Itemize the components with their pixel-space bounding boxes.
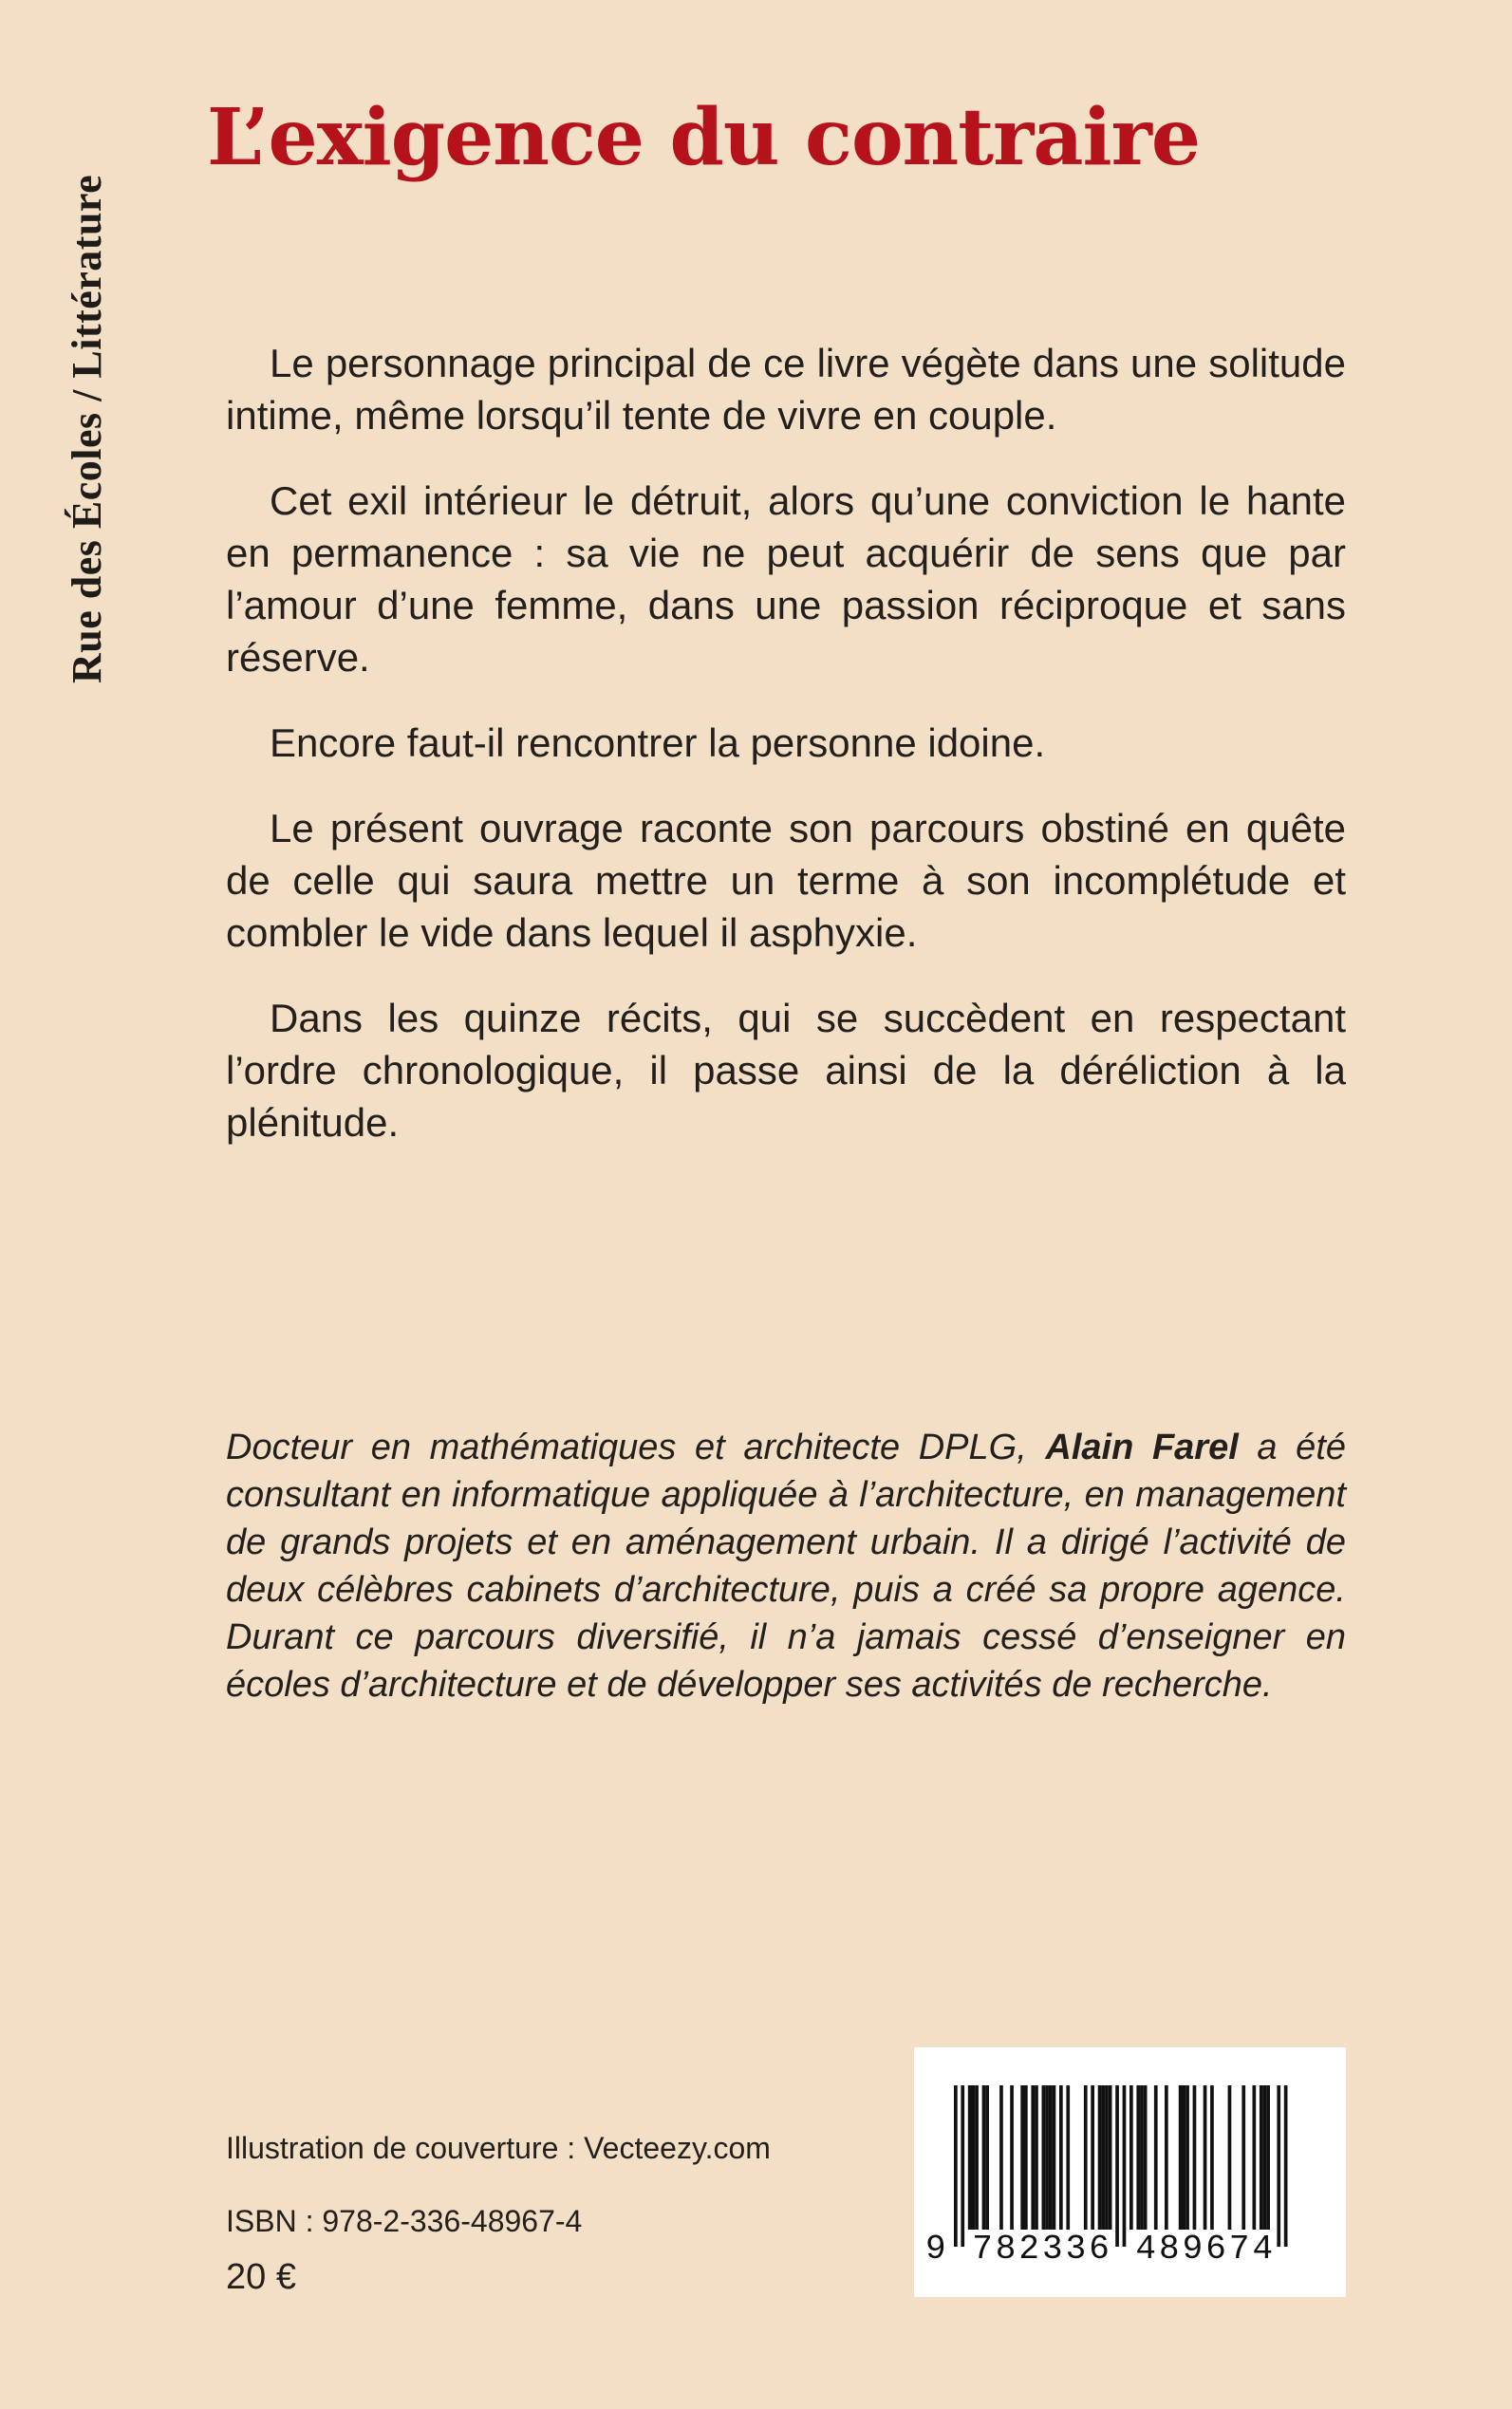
barcode-bar <box>1053 2085 1056 2230</box>
bio-intro: Docteur en mathématiques et architecte DPLG, <box>226 1428 1046 1467</box>
bio-rest: a été consultant en informatique appliquée à l’architecture, en management de grands projets et en aménagement urbain. Il a dirigé l’activité de deux célèbres cabinets d’architecture, puis a créé sa propre agence. Durant ce parcours diversifié, il n’a jamais cessé d’enseigner en écoles d’architecture et de développer ses activités de recherche. <box>226 1428 1347 1705</box>
isbn: ISBN : 978-2-336-48967-4 <box>226 2204 583 2238</box>
barcode-bar <box>1154 2085 1158 2230</box>
barcode-bar <box>1049 2085 1053 2230</box>
barcode-bar <box>1115 2085 1119 2247</box>
barcode-bar <box>1144 2085 1148 2230</box>
barcode-bar <box>1266 2085 1270 2230</box>
barcode-bar <box>1165 2085 1168 2230</box>
barcode-bar <box>1091 2085 1094 2230</box>
barcode-bar <box>1045 2085 1049 2230</box>
barcode-bar <box>1084 2085 1088 2230</box>
barcode-bar <box>1193 2085 1197 2230</box>
series-spine-label: Rue des Écoles / Littérature <box>64 174 110 683</box>
barcode-bar <box>968 2085 972 2230</box>
summary-paragraph: Encore faut-il rencontrer la personne idoine. <box>270 720 1046 765</box>
book-title: L’exigence du contraire <box>207 92 1201 183</box>
barcode-bar <box>1204 2085 1207 2230</box>
barcode-bar <box>1179 2085 1183 2230</box>
barcode-bar <box>954 2085 958 2247</box>
barcode-bar <box>972 2085 976 2230</box>
barcode-bar <box>985 2085 989 2230</box>
barcode-bar <box>982 2085 986 2230</box>
barcode-bar <box>1129 2085 1133 2230</box>
barcode-bar <box>1105 2085 1109 2230</box>
barcode-bar <box>1228 2085 1232 2230</box>
barcode-bar <box>1210 2085 1214 2230</box>
summary-paragraph: Le personnage principal de ce livre végète dans une solitude intime, même lorsqu’il tente de vivre en couple. <box>226 341 1346 438</box>
barcode-bar <box>1020 2085 1024 2230</box>
barcode-bar <box>1183 2085 1186 2230</box>
barcode-bar <box>1031 2085 1035 2230</box>
barcode-bar <box>1010 2085 1014 2230</box>
author-name: Alain Farel <box>1045 1428 1239 1467</box>
barcode-bar <box>1024 2085 1028 2230</box>
author-bio <box>226 1424 1346 1709</box>
barcode-bar <box>1109 2085 1112 2230</box>
barcode-bar <box>1284 2085 1288 2247</box>
barcode-bar <box>1260 2085 1263 2230</box>
barcode-bar <box>1185 2085 1189 2230</box>
barcode <box>914 2047 1346 2297</box>
barcode-bar <box>1101 2085 1105 2230</box>
summary-paragraph: Dans les quinze récits, qui se succèdent en respectant l’ordre chronologique, il passe ainsi de la déréliction à la plénitude. <box>226 996 1346 1145</box>
barcode-bar <box>1035 2085 1038 2230</box>
barcode-bar <box>961 2085 964 2247</box>
price: 20 € <box>226 2257 296 2297</box>
summary-paragraph: Le présent ouvrage raconte son parcours obstiné en quête de celle qui saura mettre un terme à son incomplétude et combler le vide dans lequel il asphyxie. <box>226 806 1346 955</box>
barcode-bar <box>1042 2085 1046 2230</box>
barcode-bar <box>1241 2085 1245 2230</box>
barcode-bar <box>1253 2085 1257 2230</box>
illustration-credit: Illustration de couverture : Vecteezy.com <box>226 2131 771 2165</box>
barcode-bar <box>1066 2085 1070 2230</box>
barcode-bar <box>1140 2085 1144 2230</box>
credits-block <box>226 2133 771 2295</box>
barcode-digits: 9 782336 489674 <box>925 2230 1277 2269</box>
summary-paragraph: Cet exil intérieur le détruit, alors qu’une conviction le hante en permanence : sa vie ne peut acquérir de sens que par l’amour d’une femme, dans une passion réciproque et sans réserve. <box>226 478 1346 680</box>
barcode-bar <box>1059 2085 1063 2230</box>
barcode-bar <box>1136 2085 1140 2230</box>
barcode-bar <box>999 2085 1003 2230</box>
barcode-bar <box>975 2085 979 2230</box>
summary-block <box>226 337 1346 1182</box>
barcode-bar <box>1277 2085 1280 2247</box>
barcode-bar <box>1263 2085 1267 2230</box>
barcode-bar <box>1098 2085 1102 2230</box>
barcode-bar <box>1123 2085 1127 2247</box>
